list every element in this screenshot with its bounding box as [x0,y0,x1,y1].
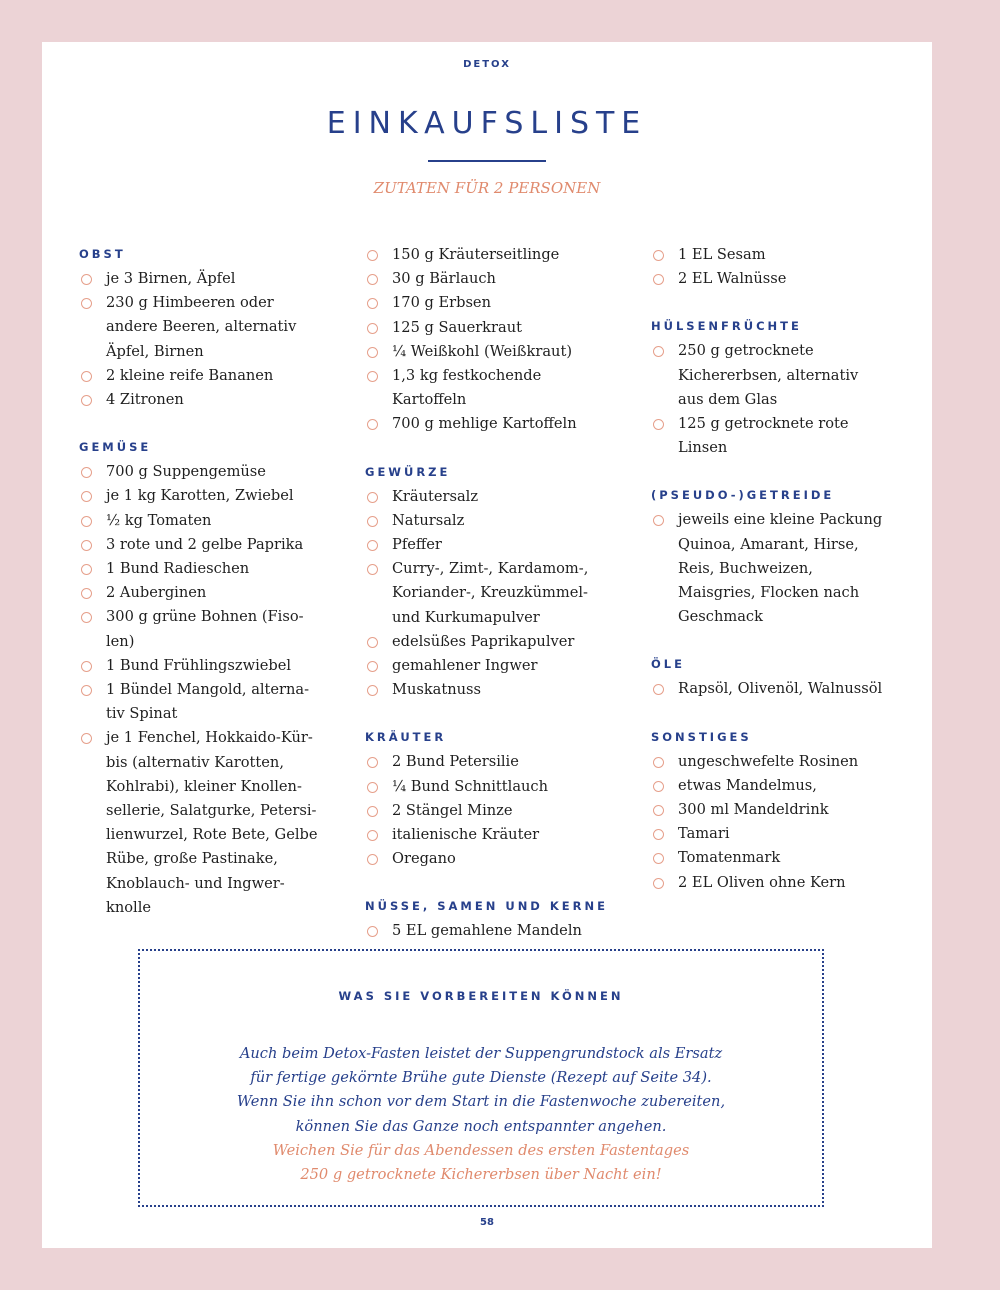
checkbox-circle-icon[interactable] [367,806,378,817]
checkbox-circle-icon[interactable] [367,298,378,309]
list-item [365,799,620,823]
list-item-text: Curry-, Zimt-, Kardamom-, [392,560,589,578]
list-item [365,750,620,774]
list-item-text: Muskatnuss [392,681,482,699]
checkbox-circle-icon[interactable] [367,492,378,503]
checkbox-circle-icon[interactable] [367,347,378,358]
list-item [651,846,906,870]
list-item-text: gemahlener Ingwer [392,657,538,675]
checkbox-circle-icon[interactable] [367,830,378,841]
list-item-text: 5 EL gemahlene Mandeln [392,922,582,940]
list-item [79,726,334,920]
list-item-text: Linsen [678,439,728,457]
list-item [365,267,620,291]
item-list [79,460,334,920]
list-item [651,798,906,822]
checkbox-circle-icon[interactable] [81,467,92,478]
list-item [365,533,620,557]
list-item-text: ¼ Weißkohl (Weißkraut) [392,342,573,360]
list-item [651,822,906,846]
checkbox-circle-icon[interactable] [653,878,664,889]
title-underline [428,160,546,162]
list-item-text: Oregano [392,850,456,868]
checkbox-circle-icon[interactable] [81,661,92,672]
list-item-text: 700 g mehlige Kartoffeln [392,415,577,433]
checkbox-circle-icon[interactable] [367,250,378,261]
item-list [79,267,334,412]
list-item [651,774,906,798]
list-item-text: 170 g Erbsen [392,294,491,312]
checkbox-circle-icon[interactable] [653,853,664,864]
list-item-text: jeweils eine kleine Packung [678,511,883,529]
item-list [365,485,620,703]
list-item [79,484,334,508]
item-list [365,750,620,871]
list-item-text: aus dem Glas [678,390,778,408]
checkbox-circle-icon[interactable] [81,612,92,623]
item-list [365,919,620,943]
list-item [651,677,906,701]
list-item-text: je 1 kg Karotten, Zwiebel [106,487,294,505]
list-item-text: 230 g Himbeeren oder [106,294,274,312]
list-item [365,847,620,871]
list-section [651,726,906,895]
preparation-box [138,949,824,1207]
section-heading: OBST [79,247,126,261]
list-item-text: andere Beeren, alternativ [106,318,297,336]
list-item-text: Quinoa, Amarant, Hirse, [678,535,859,553]
page [42,42,932,1248]
checkbox-circle-icon[interactable] [653,346,664,357]
checkbox-circle-icon[interactable] [653,684,664,695]
list-item-text: 300 ml Mandeldrink [678,801,829,819]
preparation-text [140,1042,822,1187]
list-item-text: und Kurkumapulver [392,608,540,626]
section-heading: SONSTIGES [651,729,752,744]
list-item-text: Reis, Buchweizen, [678,559,813,577]
list-item-text: knolle [106,898,151,916]
list-item-text: Rübe, große Pastinake, [106,850,278,868]
list-item [365,654,620,678]
checkbox-circle-icon[interactable] [81,685,92,696]
list-item-text: 1 EL Sesam [678,246,766,263]
list-item [79,267,334,291]
list-item [365,485,620,509]
list-item [79,364,334,388]
list-section [365,461,620,703]
checkbox-circle-icon[interactable] [367,926,378,937]
preparation-title: WAS SIE VORBEREITEN KÖNNEN [338,989,624,1003]
checkbox-circle-icon[interactable] [367,637,378,648]
page-subtitle: ZUTATEN FÜR 2 PERSONEN [373,179,601,197]
list-section [651,315,906,460]
checkbox-circle-icon[interactable] [367,371,378,382]
list-item-text: 1 Bund Radieschen [106,560,250,578]
list-item-text: edelsüßes Paprikapulver [392,632,575,650]
list-item-text: Rapsöl, Olivenöl, Walnussöl [678,680,883,698]
preparation-line: für fertige gekörnte Brühe gute Dienste (Rezept auf Seite 34). [250,1069,712,1087]
list-item-text: 3 rote und 2 gelbe Paprika [106,535,304,553]
list-section [651,484,906,629]
list-item-text: Geschmack [678,608,763,626]
list-column-3 [651,243,906,919]
checkbox-circle-icon[interactable] [81,395,92,406]
checkbox-circle-icon[interactable] [81,298,92,309]
list-item-text: 4 Zitronen [106,391,184,409]
list-item-text: 2 EL Walnüsse [678,270,787,288]
item-list [651,677,906,701]
list-item [79,533,334,557]
list-section [651,653,906,701]
list-item-text: 300 g grüne Bohnen (Fiso- [106,608,304,626]
list-item [79,509,334,533]
list-item-text: 700 g Suppengemüse [106,463,266,481]
checkbox-circle-icon[interactable] [653,757,664,768]
item-list [651,243,906,291]
list-item-text: len) [106,632,135,650]
preparation-line: Wenn Sie ihn schon vor dem Start in die Fastenwoche zubereiten, [236,1093,726,1111]
list-item-text: Knoblauch- und Ingwer- [106,874,285,892]
list-item [79,581,334,605]
checkbox-circle-icon[interactable] [367,516,378,527]
list-item [365,412,620,436]
list-section [365,895,620,943]
list-item-text: 2 Bund Petersilie [392,753,519,771]
list-item [651,243,906,267]
list-section [365,243,620,437]
list-item-text: ½ kg Tomaten [106,511,212,529]
checkbox-circle-icon[interactable] [367,757,378,768]
list-item [365,340,620,364]
list-section [79,243,334,412]
list-item-text: je 3 Birnen, Äpfel [106,270,236,287]
checkbox-circle-icon[interactable] [367,274,378,285]
section-heading: NÜSSE, SAMEN UND KERNE [365,899,608,914]
list-item [365,291,620,315]
list-item-text: je 1 Fenchel, Hokkaido-Kür- [106,729,313,747]
list-item-text: Natursalz [392,511,465,529]
list-item-text: 2 kleine reife Bananen [106,366,274,384]
list-item-text: 1 Bündel Mangold, alterna- [106,681,310,699]
checkbox-circle-icon[interactable] [81,516,92,527]
checkbox-circle-icon[interactable] [367,564,378,575]
checkbox-circle-icon[interactable] [367,661,378,672]
list-item [365,557,620,630]
checkbox-circle-icon[interactable] [653,829,664,840]
preparation-line: Weichen Sie für das Abendessen des ersten Fastentages [272,1141,690,1159]
list-item [651,339,906,412]
list-section [651,243,906,291]
section-heading: GEWÜRZE [365,464,451,479]
list-item [651,412,906,460]
page-title: EINKAUFSLISTE [326,106,648,141]
section-heading: ÖLE [651,657,685,672]
list-item-text: 1 Bund Frühlingszwiebel [106,656,292,674]
checkbox-circle-icon[interactable] [81,491,92,502]
list-item-text: 250 g getrocknete [678,342,814,360]
checkbox-circle-icon[interactable] [653,781,664,792]
checkbox-circle-icon[interactable] [367,685,378,696]
checkbox-circle-icon[interactable] [367,323,378,334]
checkbox-circle-icon[interactable] [367,419,378,430]
list-item [79,678,334,726]
list-item-text: 30 g Bärlauch [392,270,496,288]
list-item-text: Äpfel, Birnen [106,342,204,360]
item-list [651,339,906,460]
list-section [79,436,334,920]
checkbox-circle-icon[interactable] [81,540,92,551]
section-heading: KRÄUTER [365,730,447,745]
list-item [365,364,620,412]
page-number: 58 [480,1217,494,1228]
list-item [365,630,620,654]
list-item-text: ¼ Bund Schnittlauch [392,777,548,795]
checkbox-circle-icon[interactable] [81,564,92,575]
list-item-text: etwas Mandelmus, [678,776,817,794]
list-item-text: Tamari [678,825,730,843]
list-item-text: Pfeffer [392,536,442,554]
list-item [651,508,906,629]
checkbox-circle-icon[interactable] [81,733,92,744]
checkbox-circle-icon[interactable] [81,588,92,599]
list-item-text: Tomatenmark [678,849,781,867]
list-item [651,267,906,291]
checkbox-circle-icon[interactable] [653,274,664,285]
list-item-text: sellerie, Salatgurke, Petersi- [106,802,317,820]
section-heading: GEMÜSE [79,440,152,455]
list-item [365,678,620,702]
list-item-text: tiv Spinat [106,705,178,723]
item-list [365,243,620,437]
list-item-text: 2 EL Oliven ohne Kern [678,873,846,891]
list-item [365,509,620,533]
checkbox-circle-icon[interactable] [653,515,664,526]
preparation-line: Auch beim Detox-Fasten leistet der Suppengrundstock als Ersatz [239,1045,723,1062]
list-column-1 [79,243,334,944]
list-item [365,775,620,799]
preparation-line: können Sie das Ganze noch entspannter angehen. [295,1117,667,1135]
checkbox-circle-icon[interactable] [367,854,378,865]
list-item-text: 1,3 kg festkochende Kartoffeln [392,367,542,409]
list-item-text: bis (alternativ Karotten, [106,753,284,771]
checkbox-circle-icon[interactable] [367,782,378,793]
preparation-line: 250 g getrocknete Kichererbsen über Nacht ein! [300,1166,662,1184]
checkbox-circle-icon[interactable] [81,371,92,382]
running-head: DETOX [463,59,511,70]
list-section [365,726,620,871]
list-item [79,605,334,653]
list-item-text: Kichererbsen, alternativ [678,366,859,384]
list-item-text: Koriander-, Kreuzkümmel- [392,584,588,602]
list-item-text: 2 Auberginen [106,584,207,602]
list-item-text: ungeschwefelte Rosinen [678,752,859,770]
checkbox-circle-icon[interactable] [653,805,664,816]
list-item-text: Maisgries, Flocken nach [678,584,860,602]
list-item-text: Kohlrabi), kleiner Knollen- [106,777,302,795]
list-item [365,919,620,943]
list-item [79,557,334,581]
list-item-text: lienwurzel, Rote Bete, Gelbe [106,826,318,844]
list-item-text: 125 g getrocknete rote [678,415,849,433]
checkbox-circle-icon[interactable] [653,419,664,430]
item-list [651,750,906,895]
list-item [365,243,620,267]
list-item [365,316,620,340]
list-item [651,871,906,895]
checkbox-circle-icon[interactable] [653,250,664,261]
section-heading: HÜLSENFRÜCHTE [651,319,802,334]
list-item-text: 125 g Sauerkraut [392,318,522,336]
list-item-text: Kräutersalz [392,487,479,505]
list-item-text: 150 g Kräuterseitlinge [392,246,560,263]
list-item [79,291,334,364]
list-item [79,654,334,678]
list-item-text: 2 Stängel Minze [392,801,513,819]
list-item [365,823,620,847]
item-list [651,508,906,629]
list-column-2 [365,243,620,968]
list-item-text: italienische Kräuter [392,826,540,844]
checkbox-circle-icon[interactable] [367,540,378,551]
list-item [79,388,334,412]
checkbox-circle-icon[interactable] [81,274,92,285]
list-item [79,460,334,484]
list-item [651,750,906,774]
section-heading: (PSEUDO-)GETREIDE [651,488,835,503]
